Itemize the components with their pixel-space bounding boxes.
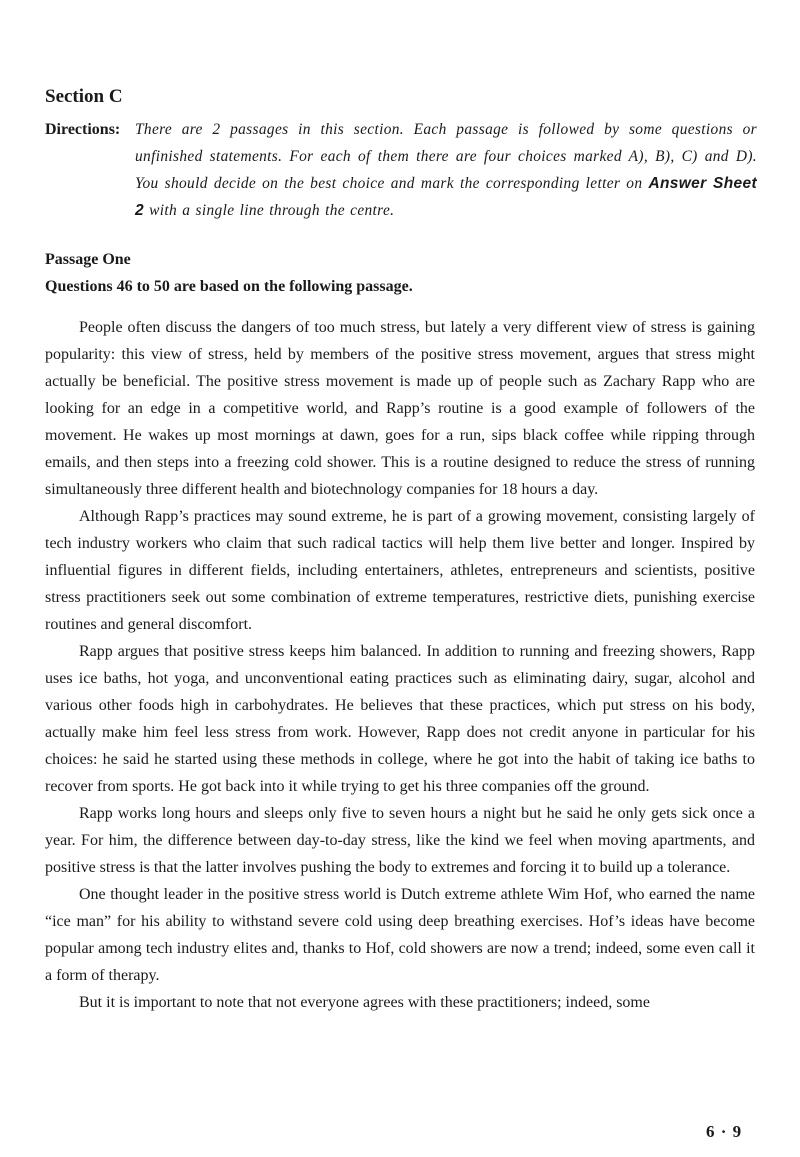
passage-paragraph: Although Rapp’s practices may sound extreme, he is part of a growing movement, consisting largely of tech industry workers who claim that such radical tactics will help them live better and longer. Inspired by influential figures in different fields, including entertainers, athletes, entrepreneurs and scientists, positive stress practitioners seek out some combination of extreme temperatures, restrictive diets, punishing exercise routines and general discomfort. [45, 508, 755, 633]
directions-block [45, 116, 757, 224]
passage-paragraph: Rapp works long hours and sleeps only five to seven hours a night but he said he only gets sick once a year. For him, the difference between day-to-day stress, like the kind we feel when moving apartments, and positive stress is that the latter involves pushing the body to extremes and forcing it to build up a tolerance. [45, 805, 755, 876]
passage-body [45, 314, 755, 1016]
passage-paragraph: One thought leader in the positive stress world is Dutch extreme athlete Wim Hof, who earned the name “ice man” for his ability to withstand severe cold using deep breathing exercises. Hof’s ideas have become popular among tech industry elites and, thanks to Hof, cold showers are now a trend; indeed, some even call it a form of therapy. [45, 886, 755, 984]
directions-text-part-1: There are 2 passages in this section. Each passage is followed by some questions or unfinished statements. For each of them there are four choices marked A), B), C) and D). You should decide on the best choice and mark the corresponding letter on [135, 121, 757, 192]
directions-text-part-2: with a single line through the centre. [143, 202, 395, 219]
answer-sheet-emphasis: Answer Sheet 2 [135, 175, 757, 219]
passage-paragraph: But it is important to note that not everyone agrees with these practitioners; indeed, some [79, 994, 650, 1011]
section-title: Section C [45, 86, 123, 107]
page-number: 6 · 9 [706, 1122, 743, 1141]
passage-title: Passage One [45, 251, 131, 268]
questions-instruction: Questions 46 to 50 are based on the following passage. [45, 278, 413, 295]
directions-label: Directions: [45, 121, 121, 138]
passage-paragraph: People often discuss the dangers of too much stress, but lately a very different view of stress is gaining popularity: this view of stress, held by members of the positive stress movement, argues that stress might actually be beneficial. The positive stress movement is made up of people such as Zachary Rapp who are looking for an edge in a competitive world, and Rapp’s routine is a good example of followers of the movement. He wakes up most mornings at dawn, goes for a run, sips black coffee while ripping through emails, and then steps into a freezing cold shower. This is a routine designed to reduce the stress of running simultaneously three different health and biotechnology companies for 18 hours a day. [45, 319, 755, 498]
directions-text [135, 116, 757, 224]
passage-paragraph: Rapp argues that positive stress keeps him balanced. In addition to running and freezing showers, Rapp uses ice baths, hot yoga, and unconventional eating practices such as eliminating dairy, sugar, alcohol and various other foods high in carbohydrates. He believes that these practices, which put stress on his body, actually make him feel less stress from work. However, Rapp does not credit anyone in particular for his choices: he said he started using these methods in college, where he got into the habit of taking ice baths to recover from sports. He got back into it while trying to get his three companies off the ground. [45, 643, 755, 795]
